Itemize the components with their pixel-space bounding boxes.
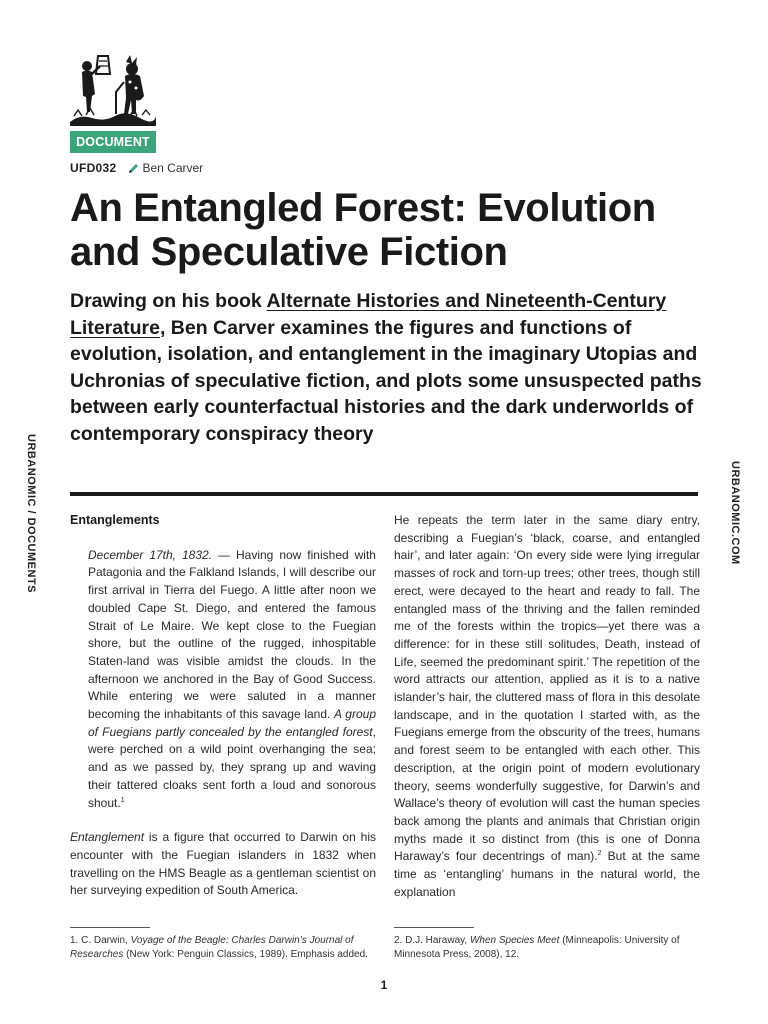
lede-text-after: , Ben Carver examines the figures and functions of evolution, isolation, and entanglement in the imaginary Utopias and Uchronias of speculative fiction, and plots some unsuspected paths between early counterfactual histories and the dark underworlds of contemporary conspiracy theory bbox=[70, 316, 702, 445]
darwin-quote bbox=[88, 547, 376, 813]
fn2-suffix: (Minneapolis: University of Minnesota Press, 2008), 12. bbox=[394, 935, 680, 960]
pencil-icon bbox=[128, 163, 139, 174]
document-meta bbox=[70, 161, 203, 175]
header-rule bbox=[70, 492, 698, 496]
body-column-right bbox=[394, 512, 700, 901]
fn1-title: Voyage of the Beagle: Charles Darwin’s Journal of Researches bbox=[70, 935, 354, 960]
footnote-2 bbox=[394, 934, 700, 961]
page-number: 1 bbox=[380, 978, 388, 992]
body-paragraph-right bbox=[394, 512, 700, 901]
body-column-left bbox=[70, 512, 376, 900]
section-heading: Entanglements bbox=[70, 513, 160, 527]
footnote-1 bbox=[70, 934, 376, 961]
quote-italic: A group of Fuegians partly concealed by the entangled forest bbox=[88, 707, 376, 739]
lede-text-before: Drawing on his book bbox=[70, 290, 267, 312]
side-label-right: URBANOMIC.COM bbox=[729, 461, 741, 565]
book-link[interactable]: Alternate Histories and Nineteenth-Century Literature bbox=[70, 290, 667, 339]
right-text-2: But at the same time as ‘entangling’ humans in the natural world, the explanation bbox=[394, 849, 700, 899]
page-title: An Entangled Forest: Evolution and Speculative Fiction bbox=[70, 186, 656, 274]
side-label-left: URBANOMIC / DOCUMENTS bbox=[25, 434, 37, 593]
quote-text-2: , were perched on a wild point overhanging the sea; and as we passed by, they sprang up and waving their tattered cloaks sent forth a loud and sonorous shout. bbox=[88, 724, 376, 810]
quote-date: December 17th, 1832. bbox=[88, 547, 213, 562]
para-italic: Entanglement bbox=[70, 830, 145, 845]
author-link[interactable]: Ben Carver bbox=[142, 161, 204, 175]
para-text: is a figure that occurred to Darwin on his encounter with the Fuegian islanders in 1832 when travelling on the HMS Beagle as a gentleman scientist on her surveying expedition of South America. bbox=[70, 830, 376, 898]
document-id: UFD032 bbox=[70, 161, 117, 175]
footnote-ref-1[interactable]: 1 bbox=[120, 796, 125, 804]
right-text-1: He repeats the term later in the same diary entry, describing a Fuegian’s ‘black, coarse, and entangled hair’, and later again: ‘On every side were lying irregular masses of rock and torn-up trees; other trees, though still erect, were decayed to the heart and ready to fall. The entangled mass of the thriving and the fallen reminded me of the forests within the tropics—yet there was a difference: for in these still solitudes, Death, instead of Life, seemed the predominant spirit.’ The repetition of the word attracts our attention, applied as it is to a native islander’s hair, the cluttered mass of flora in this desolate landscape, and in the quotation I started with, as the Fuegians emerge from the obscurity of the trees, humans and forest seem to be entangled with each other. This description, at the origin point of modern evolutionary theory, seems wonderfully suggestive, for Darwin’s and Wallace’s theory of evolution will cast the human species back among the plants and animals that Christian origin myths made it so distinct from (this is one of Donna Haraway’s four decentrings of man). bbox=[394, 513, 700, 864]
fn2-title: When Species Meet bbox=[469, 935, 560, 946]
fn2-prefix: 2. D.J. Haraway, bbox=[394, 935, 470, 946]
fn1-suffix: (New York: Penguin Classics, 1989). Emphasis added. bbox=[123, 948, 368, 960]
quote-text-1: — Having now finished with Patagonia and the Falkland Islands, I will describe our first arrival in Tierra del Fuego. A little after noon we doubled Cape St. Diego, and entered the famous Strait of Le Maire. We kept close to the Fuegian shore, but the outline of the rugged, inhospitable Staten-land was visible amidst the clouds. In the afternoon we anchored in the Bay of Good Success. While entering we were saluted in a manner becoming the inhabitants of this savage land. bbox=[88, 547, 376, 722]
fn1-prefix: 1. C. Darwin, bbox=[70, 935, 131, 946]
footnote-rule-left bbox=[70, 927, 150, 928]
body-paragraph bbox=[70, 829, 376, 900]
footnote-rule-right bbox=[394, 927, 474, 928]
document-badge: DOCUMENT bbox=[70, 131, 156, 153]
lede-paragraph bbox=[70, 288, 710, 447]
footnote-ref-2[interactable]: 2 bbox=[597, 850, 602, 858]
engraving-logo bbox=[70, 52, 156, 126]
